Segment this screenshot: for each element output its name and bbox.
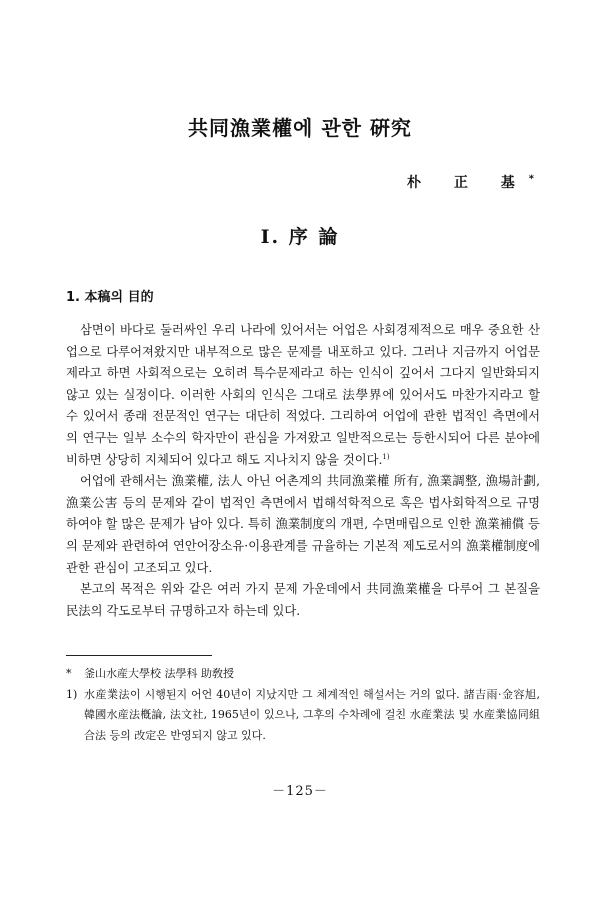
subsection-heading: 1. 本稿의 目的 <box>66 290 154 305</box>
author-name: 朴 正 基 <box>407 175 529 191</box>
footnote-mark: 1) <box>66 687 78 701</box>
footnote-mark: * <box>66 667 72 680</box>
paragraph-1 <box>66 320 540 471</box>
page-number: －125－ <box>272 784 328 799</box>
body-text <box>66 320 540 622</box>
footnote-divider <box>66 655 212 656</box>
paragraph-1-text: 삼면이 바다로 둘러싸인 우리 나라에 있어서는 어업은 사회경제적으로 매우 중요한 산업으로 다루어져왔지만 내부적으로 많은 문제를 내포하고 있다. 그러나 지금까지 어업문제라고 하면 사회적으로는 오히려 특수문제라고 하는 인식이 깊어서 그다지 일반화되지 않고 있는 실정이다. 이러한 사회의 인식은 그대로 法學界에 있어서도 마찬가지라고 할 수 있어서 종래 전문적인 연구는 대단히 적었다. 그리하여 어업에 관한 법적인 측면에서의 연구는 일부 소수의 학자만이 관심을 가져왔고 일반적으로는 등한시되어 다른 분야에 비하면 상당히 지체되어 있다고 해도 지나치지 않을 것이다. <box>66 323 540 467</box>
section-heading: Ⅰ. 序 論 <box>260 226 340 248</box>
footnote-author-affiliation <box>66 664 540 685</box>
footnote-ref-1: 1) <box>382 452 390 461</box>
paragraph-3: 본고의 목적은 위와 같은 여러 가지 문제 가운데에서 共同漁業權을 다루어 그 본질을 民法의 각도로부터 규명하고자 하는데 있다. <box>66 582 540 618</box>
author-line <box>407 172 534 192</box>
footnote-text: 釜山水産大學校 法學科 助敎授 <box>84 667 234 680</box>
footnotes <box>66 664 540 746</box>
paragraph-2: 어업에 관해서는 漁業權, 法人 아닌 어촌계의 共同漁業權 所有, 漁業調整, 漁場計劃, 漁業公害 등의 문제와 같이 법적인 측면에서 법해석학적으로 혹은 법사회학적으로 규명하여야 할 많은 문제가 남아 있다. 특히 漁業制度의 개편, 수면매립으로 인한 漁業補償 등의 문제와 관련하여 연안어장소유·이용관계를 규율하는 기본적 제도로서의 漁業權制度에 관한 관심이 고조되고 있다. <box>66 474 540 575</box>
paper-title: 共同漁業權에 관한 硏究 <box>188 116 412 140</box>
author-footnote-mark: * <box>528 173 534 185</box>
footnote-1 <box>66 685 540 747</box>
footnote-text: 水産業法이 시행된지 어언 40년이 지났지만 그 체계적인 해설서는 거의 없다. 諸吉雨·金容旭, 韓國水産法槪論, 法文社, 1965년이 있으나, 그후의 수차례에 걸친 水産業法 및 水産業協同組合法 등의 改定은 반영되지 않고 있다. <box>84 687 540 742</box>
